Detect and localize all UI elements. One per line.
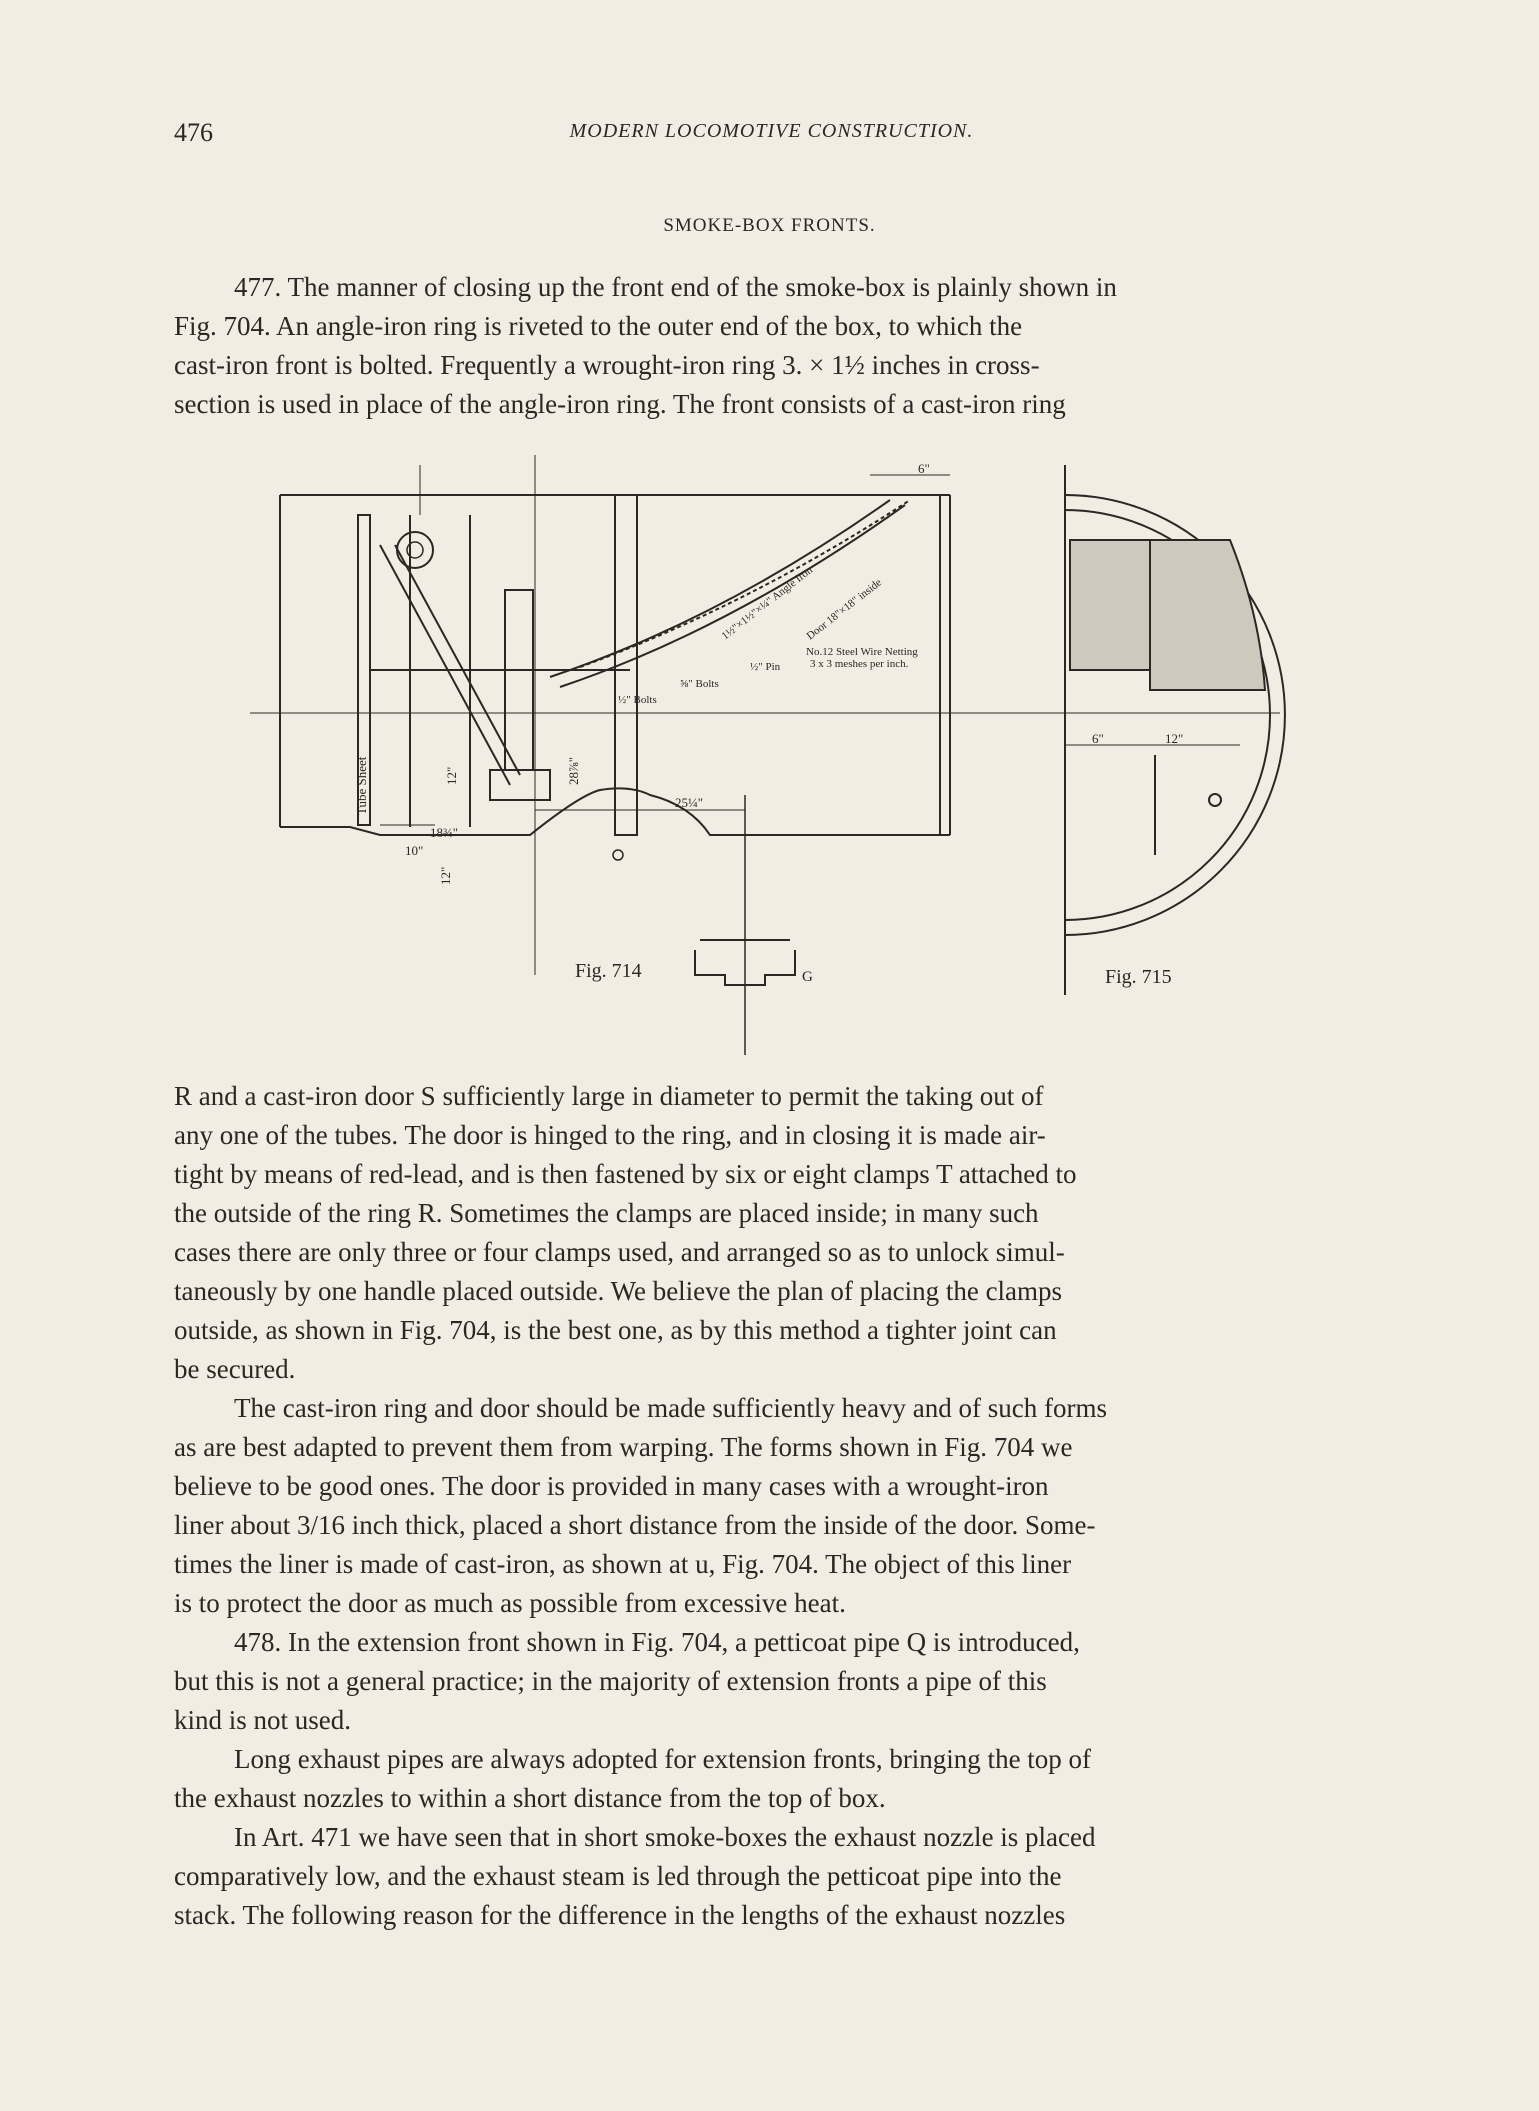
text-line: believe to be good ones. The door is provided in many cases with a wrought-iron [174, 1471, 1049, 1501]
bolts-label-2: ½" Bolts [618, 694, 657, 706]
pipe-cross-section [397, 532, 433, 568]
text-line: kind is not used. [174, 1705, 352, 1735]
bolts-label-1: ⅝" Bolts [680, 678, 719, 690]
paragraph-ring-and-door [174, 1389, 1369, 1623]
petticoat-pipe [505, 590, 533, 770]
smoke-box-diagram [250, 455, 1290, 1060]
text-line: outside, as shown in Fig. 704, is the best one, as by this method a tighter joint can [174, 1315, 1057, 1345]
rivet [613, 850, 623, 860]
text-line: cases there are only three or four clamps used, and arranged so as to unlock simul- [174, 1237, 1065, 1267]
text-line: times the liner is made of cast-iron, as shown at u, Fig. 704. The object of this liner [174, 1549, 1072, 1579]
netting-label-2: 3 x 3 meshes per inch. [810, 658, 909, 670]
text-line: as are best adapted to prevent them from warping. The forms shown in Fig. 704 we [174, 1432, 1073, 1462]
text-line: be secured. [174, 1354, 296, 1384]
dim-18-label: 18¾" [430, 825, 459, 840]
text-line: Long exhaust pipes are always adopted for extension fronts, bringing the top of [234, 1744, 1092, 1774]
section-heading: SMOKE-BOX FRONTS. [663, 215, 876, 236]
wire-netting-arc [580, 500, 910, 667]
text-line: tight by means of red-lead, and is then fastened by six or eight clamps T attached to [174, 1159, 1077, 1189]
dim-25-label: 25¼" [675, 795, 704, 810]
running-title: MODERN LOCOMOTIVE CONSTRUCTION. [569, 120, 974, 142]
figure-smoke-box-drawing [250, 455, 1290, 1060]
paragraph-477-continued [174, 1077, 1369, 1389]
angle-iron-label: 1½"×1½"×¼" Angle Iron [719, 564, 815, 643]
text-line: is to protect the door as much as possible from excessive heat. [174, 1588, 846, 1618]
text-line: Fig. 704. An angle-iron ring is riveted to the outer end of the box, to which the [174, 311, 1023, 341]
fig715-label: Fig. 715 [1105, 966, 1172, 988]
fig715-hatched-area [1070, 540, 1150, 670]
fig715-hatched-area [1150, 540, 1265, 690]
g-label: G [802, 969, 813, 985]
text-line: taneously by one handle placed outside. We believe the plan of placing the clamps [174, 1276, 1063, 1306]
dim-12b-label: 12" [438, 866, 453, 885]
text-line: comparatively low, and the exhaust steam is led through the petticoat pipe into the [174, 1861, 1062, 1891]
text-line: liner about 3/16 inch thick, placed a short distance from the inside of the door. Some- [174, 1510, 1096, 1540]
paragraph-477 [174, 268, 1369, 424]
paragraph-art-471 [174, 1818, 1369, 1935]
text-line: the exhaust nozzles to within a short distance from the top of box. [174, 1783, 886, 1813]
text-line: The cast-iron ring and door should be made sufficiently heavy and of such forms [234, 1393, 1108, 1423]
text-line: the outside of the ring R. Sometimes the clamps are placed inside; in many such [174, 1198, 1039, 1228]
diagonal-brace [380, 545, 510, 785]
pin-label: ½" Pin [750, 661, 781, 673]
text-line: cast-iron front is bolted. Frequently a wrought-iron ring 3. × 1½ inches in cross- [174, 350, 1040, 380]
text-line: 478. In the extension front shown in Fig. 704, a petticoat pipe Q is introduced, [234, 1627, 1080, 1657]
text-line: but this is not a general practice; in the majority of extension fronts a pipe of this [174, 1666, 1047, 1696]
text-line: any one of the tubes. The door is hinged to the ring, and in closing it is made air- [174, 1120, 1046, 1150]
fig715-dim-6-label: 6" [1092, 731, 1104, 746]
text-line: section is used in place of the angle-iron ring. The front consists of a cast-iron ring [174, 389, 1066, 419]
text-line: R and a cast-iron door S sufficiently large in diameter to permit the taking out of [174, 1081, 1044, 1111]
text-line: 477. The manner of closing up the front end of the smoke-box is plainly shown in [234, 272, 1117, 302]
text-line: In Art. 471 we have seen that in short smoke-boxes the exhaust nozzle is placed [234, 1822, 1096, 1852]
dim-28-label: 28⅞" [566, 756, 581, 785]
paragraph-long-exhaust [174, 1740, 1369, 1818]
netting-label-1: No.12 Steel Wire Netting [806, 646, 918, 658]
dim-12-label: 12" [444, 766, 459, 785]
dim-10-label: 10" [405, 843, 424, 858]
page-number: 476 [174, 118, 213, 147]
fig715-hinge [1209, 794, 1221, 806]
running-head [174, 118, 1369, 154]
fig714-label: Fig. 714 [575, 960, 642, 982]
paragraph-478 [174, 1623, 1369, 1740]
dim-6-label: 6" [918, 461, 930, 476]
tube-sheet-label: Tube Sheet [354, 756, 369, 815]
door-label: Door 18"×18" inside [804, 576, 885, 643]
text-line: stack. The following reason for the difference in the lengths of the exhaust nozzles [174, 1900, 1066, 1930]
diagonal-brace [395, 545, 520, 775]
fig715-dim-12-label: 12" [1165, 731, 1184, 746]
